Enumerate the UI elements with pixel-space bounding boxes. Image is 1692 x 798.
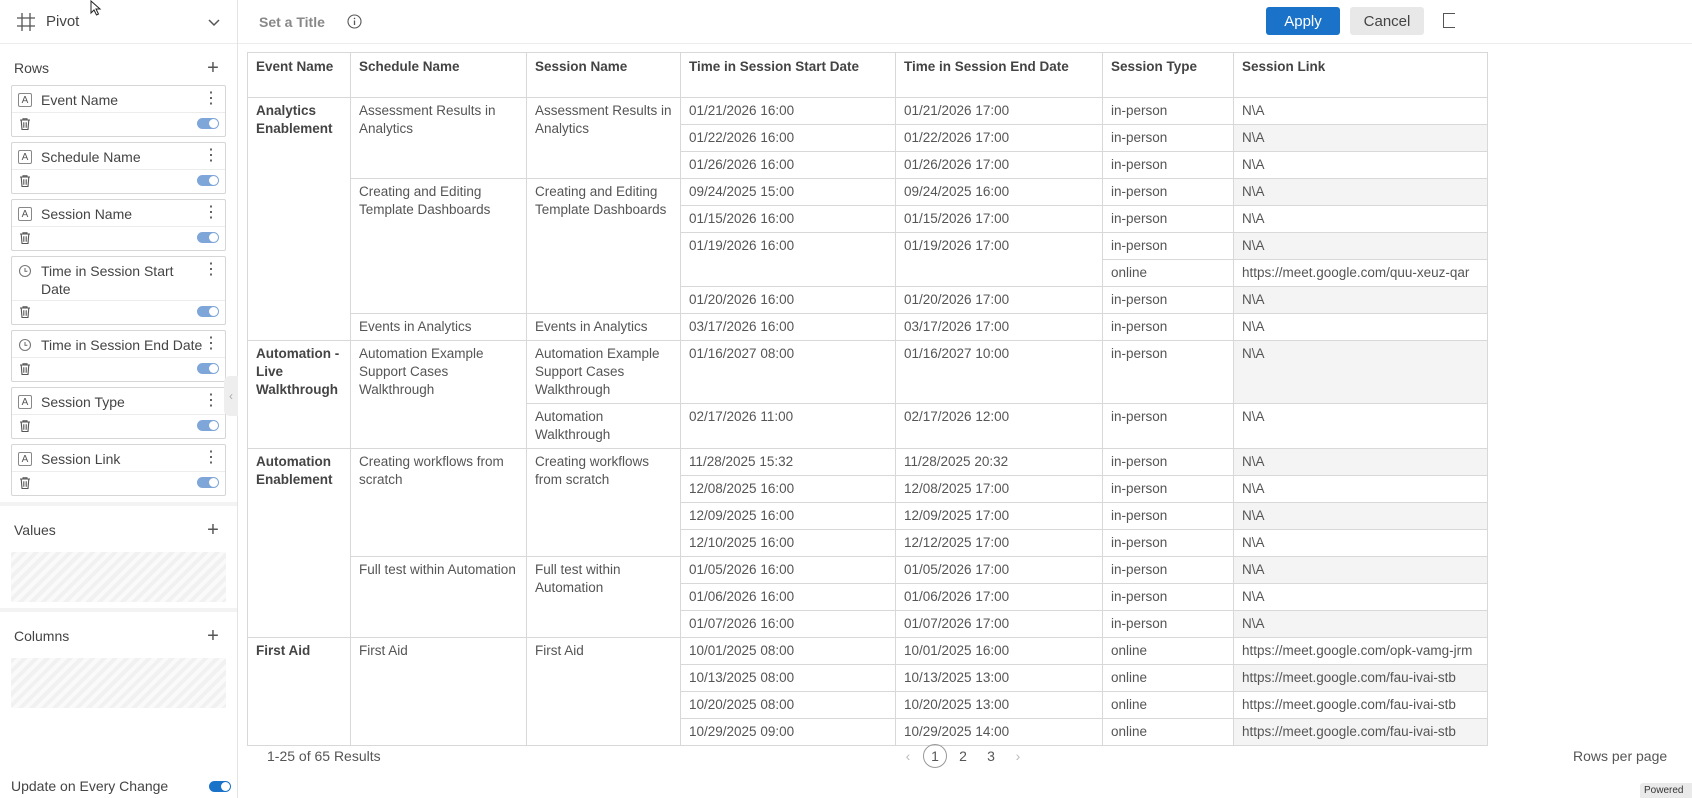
session-type-cell: in-person [1103,233,1234,260]
session-name-cell: Automation Walkthrough [527,404,681,449]
session-type-cell: in-person [1103,557,1234,584]
session-name-cell: Creating workflows from scratch [527,449,681,557]
kebab-menu-icon[interactable]: ⋮ [203,449,219,466]
event-name-cell: First Aid [248,638,351,746]
section-divider [0,608,237,612]
session-name-cell: Full test within Automation [527,557,681,638]
session-link-cell: https://meet.google.com/fau-ivai-stb [1234,692,1488,719]
session-type-cell: online [1103,665,1234,692]
start-date-cell: 01/05/2026 16:00 [681,557,896,584]
row-field-name: Session Link [41,451,121,467]
start-date-cell: 09/24/2025 15:00 [681,179,896,206]
start-date-cell: 01/26/2026 16:00 [681,152,896,179]
table-row [248,449,1488,476]
end-date-cell: 01/22/2026 17:00 [896,125,1103,152]
section-divider [0,502,237,506]
start-date-cell: 01/21/2026 16:00 [681,98,896,125]
table-row [248,341,1488,404]
row-field-name: Session Name [41,206,133,222]
row-field-header [12,445,225,471]
kebab-menu-icon[interactable]: ⋮ [203,204,219,221]
session-type-cell: in-person [1103,125,1234,152]
mouse-cursor-icon [90,0,104,16]
schedule-name-cell: Creating and Editing Template Dashboards [351,179,527,314]
session-type-cell: in-person [1103,530,1234,557]
end-date-cell: 03/17/2026 17:00 [896,314,1103,341]
field-visibility-toggle[interactable] [197,477,219,488]
session-type-cell: online [1103,638,1234,665]
session-link-cell: N\A [1234,341,1488,404]
session-link-cell: N\A [1234,152,1488,179]
session-type-cell: in-person [1103,341,1234,404]
trash-icon[interactable] [18,419,32,433]
kebab-menu-icon[interactable]: ⋮ [203,261,219,278]
row-field-card[interactable] [11,199,226,251]
start-date-cell: 10/29/2025 09:00 [681,719,896,746]
clock-icon [18,264,32,278]
trash-icon[interactable] [18,231,32,245]
kebab-menu-icon[interactable]: ⋮ [203,392,219,409]
rows-section-header [0,56,237,80]
table-row [248,179,1488,206]
columns-section-header [0,624,237,648]
row-field-actions [12,169,225,193]
column-header[interactable]: Time in Session Start Date [681,53,896,98]
schedule-name-cell: Full test within Automation [351,557,527,638]
column-header[interactable]: Event Name [248,53,351,98]
session-type-cell: in-person [1103,98,1234,125]
start-date-cell: 12/08/2025 16:00 [681,476,896,503]
end-date-cell: 12/08/2025 17:00 [896,476,1103,503]
end-date-cell: 10/01/2025 16:00 [896,638,1103,665]
row-field-actions [12,414,225,438]
row-field-header [12,388,225,414]
chevron-down-icon[interactable] [207,15,221,29]
row-field-header [12,257,225,300]
session-link-cell: N\A [1234,476,1488,503]
end-date-cell: 01/05/2026 17:00 [896,557,1103,584]
session-name-cell: First Aid [527,638,681,746]
field-visibility-toggle[interactable] [197,420,219,431]
start-date-cell: 01/07/2026 16:00 [681,611,896,638]
row-field-name: Event Name [41,92,119,108]
table-row [248,638,1488,665]
end-date-cell: 12/12/2025 17:00 [896,530,1103,557]
session-link-cell: N\A [1234,404,1488,449]
rows-section-title: Rows [14,60,50,76]
pivot-table-container[interactable] [247,52,1487,739]
row-field-actions [12,300,225,324]
session-type-cell: online [1103,692,1234,719]
start-date-cell: 02/17/2026 11:00 [681,404,896,449]
text-type-icon: A [18,395,32,409]
start-date-cell: 10/13/2025 08:00 [681,665,896,692]
values-section-title: Values [14,522,56,538]
session-type-cell: in-person [1103,584,1234,611]
add-value-field-button[interactable]: + [207,519,219,541]
apply-button[interactable]: Apply [1266,7,1340,35]
values-drop-zone[interactable] [11,552,226,602]
start-date-cell: 12/09/2025 16:00 [681,503,896,530]
schedule-name-cell: Assessment Results in Analytics [351,98,527,179]
row-field-name: Time in Session Start Date [41,263,174,297]
end-date-cell: 01/19/2026 17:00 [896,233,1103,287]
start-date-cell: 01/16/2027 08:00 [681,341,896,404]
end-date-cell: 02/17/2026 12:00 [896,404,1103,449]
end-date-cell: 01/06/2026 17:00 [896,584,1103,611]
row-field-actions [12,226,225,250]
session-link-cell: N\A [1234,314,1488,341]
expand-icon[interactable] [1443,13,1455,28]
chart-title-input[interactable]: Set a Title [259,13,325,30]
field-visibility-toggle[interactable] [197,232,219,243]
columns-section-title: Columns [14,628,70,644]
viz-type-label: Pivot [46,13,80,30]
session-link-cell: N\A [1234,98,1488,125]
column-header[interactable]: Time in Session End Date [896,53,1103,98]
start-date-cell: 01/20/2026 16:00 [681,287,896,314]
add-row-field-button[interactable]: + [207,57,219,79]
start-date-cell: 10/20/2025 08:00 [681,692,896,719]
text-type-icon: A [18,207,32,221]
column-header[interactable]: Session Type [1103,53,1234,98]
session-type-cell: in-person [1103,449,1234,476]
session-type-cell: in-person [1103,179,1234,206]
row-field-header [12,86,225,112]
end-date-cell: 01/21/2026 17:00 [896,98,1103,125]
update-on-change-row [11,778,231,794]
start-date-cell: 01/15/2026 16:00 [681,206,896,233]
end-date-cell: 11/28/2025 20:32 [896,449,1103,476]
row-field-card[interactable] [11,330,226,382]
end-date-cell: 01/07/2026 17:00 [896,611,1103,638]
page-button[interactable]: 3 [987,748,995,764]
table-row [248,98,1488,125]
rows-field-list [0,85,237,496]
session-type-cell: in-person [1103,152,1234,179]
powered-by-badge: Powered [1640,783,1692,798]
session-type-cell: in-person [1103,404,1234,449]
session-link-cell: N\A [1234,125,1488,152]
session-link-cell: https://meet.google.com/opk-vamg-jrm [1234,638,1488,665]
trash-icon[interactable] [18,362,32,376]
session-type-cell: in-person [1103,476,1234,503]
start-date-cell: 01/19/2026 16:00 [681,233,896,287]
pivot-table [247,52,1488,746]
session-link-cell: N\A [1234,179,1488,206]
session-type-cell: in-person [1103,314,1234,341]
row-field-card[interactable] [11,142,226,194]
kebab-menu-icon[interactable]: ⋮ [203,335,219,352]
config-sidebar [0,0,238,798]
start-date-cell: 01/22/2026 16:00 [681,125,896,152]
trash-icon[interactable] [18,174,32,188]
prev-page-icon[interactable]: ‹ [905,748,911,764]
table-row [248,314,1488,341]
session-link-cell: N\A [1234,530,1488,557]
end-date-cell: 01/20/2026 17:00 [896,287,1103,314]
start-date-cell: 01/06/2026 16:00 [681,584,896,611]
session-type-cell: online [1103,260,1234,287]
schedule-name-cell: Creating workflows from scratch [351,449,527,557]
table-row [248,557,1488,584]
table-body [248,98,1488,746]
text-type-icon: A [18,150,32,164]
pagination [895,744,1031,768]
trash-icon[interactable] [18,305,32,319]
field-visibility-toggle[interactable] [197,175,219,186]
editor-topbar [238,0,1692,44]
row-field-header [12,143,225,169]
session-link-cell: N\A [1234,449,1488,476]
field-visibility-toggle[interactable] [197,363,219,374]
session-type-cell: in-person [1103,503,1234,530]
session-link-cell: N\A [1234,287,1488,314]
session-type-cell: in-person [1103,611,1234,638]
collapse-sidebar-handle[interactable]: ‹ [224,376,238,416]
session-name-cell: Automation Example Support Cases Walkthrough [527,341,681,404]
end-date-cell: 12/09/2025 17:00 [896,503,1103,530]
event-name-cell: Automation Enablement [248,449,351,638]
rows-per-page-label[interactable]: Rows per page [1573,748,1668,764]
text-type-icon: A [18,452,32,466]
row-field-header [12,200,225,226]
column-header[interactable]: Schedule Name [351,53,527,98]
schedule-name-cell: Events in Analytics [351,314,527,341]
end-date-cell: 10/13/2025 13:00 [896,665,1103,692]
trash-icon[interactable] [18,476,32,490]
end-date-cell: 09/24/2025 16:00 [896,179,1103,206]
info-icon[interactable] [347,14,362,29]
row-field-card[interactable] [11,256,226,325]
field-visibility-toggle[interactable] [197,118,219,129]
start-date-cell: 11/28/2025 15:32 [681,449,896,476]
row-field-header [12,331,225,357]
start-date-cell: 03/17/2026 16:00 [681,314,896,341]
end-date-cell: 10/29/2025 14:00 [896,719,1103,746]
columns-drop-zone[interactable] [11,658,226,708]
session-link-cell: https://meet.google.com/fau-ivai-stb [1234,665,1488,692]
kebab-menu-icon[interactable]: ⋮ [203,90,219,107]
session-link-cell: N\A [1234,233,1488,260]
results-count: 1-25 of 65 Results [267,748,381,764]
session-link-cell: N\A [1234,584,1488,611]
row-field-name: Time in Session End Date [41,337,203,353]
field-visibility-toggle[interactable] [197,306,219,317]
row-field-actions [12,112,225,136]
table-header-row [248,53,1488,98]
column-header[interactable]: Session Name [527,53,681,98]
session-link-cell: N\A [1234,206,1488,233]
session-link-cell: N\A [1234,503,1488,530]
schedule-name-cell: Automation Example Support Cases Walkthrough [351,341,527,449]
end-date-cell: 01/16/2027 10:00 [896,341,1103,404]
session-link-cell: N\A [1234,611,1488,638]
update-on-change-toggle[interactable] [209,781,231,792]
event-name-cell: Automation - Live Walkthrough [248,341,351,449]
end-date-cell: 10/20/2025 13:00 [896,692,1103,719]
viz-type-selector[interactable] [0,0,237,44]
row-field-card[interactable] [11,444,226,496]
row-field-name: Session Type [41,394,125,410]
row-field-actions [12,471,225,495]
text-type-icon: A [18,93,32,107]
session-name-cell: Assessment Results in Analytics [527,98,681,179]
values-section-header [0,518,237,542]
kebab-menu-icon[interactable]: ⋮ [203,147,219,164]
start-date-cell: 12/10/2025 16:00 [681,530,896,557]
session-type-cell: in-person [1103,287,1234,314]
session-link-cell: N\A [1234,557,1488,584]
clock-icon [18,338,32,352]
trash-icon[interactable] [18,117,32,131]
row-field-name: Schedule Name [41,149,141,165]
session-type-cell: online [1103,719,1234,746]
update-on-change-label: Update on Every Change [11,778,169,794]
schedule-name-cell: First Aid [351,638,527,746]
row-field-actions [12,357,225,381]
start-date-cell: 10/01/2025 08:00 [681,638,896,665]
session-link-cell: https://meet.google.com/quu-xeuz-qar [1234,260,1488,287]
row-field-card[interactable] [11,387,226,439]
session-name-cell: Events in Analytics [527,314,681,341]
end-date-cell: 01/26/2026 17:00 [896,152,1103,179]
add-column-field-button[interactable]: + [207,625,219,647]
cancel-button[interactable]: Cancel [1350,7,1424,35]
end-date-cell: 01/15/2026 17:00 [896,206,1103,233]
next-page-icon[interactable]: › [1015,748,1021,764]
row-field-card[interactable] [11,85,226,137]
session-type-cell: in-person [1103,206,1234,233]
grid-icon [16,12,36,32]
event-name-cell: Analytics Enablement [248,98,351,341]
session-name-cell: Creating and Editing Template Dashboards [527,179,681,314]
page-button[interactable]: 1 [923,744,947,768]
session-link-cell: https://meet.google.com/fau-ivai-stb [1234,719,1488,746]
page-button[interactable]: 2 [959,748,967,764]
column-header[interactable]: Session Link [1234,53,1488,98]
